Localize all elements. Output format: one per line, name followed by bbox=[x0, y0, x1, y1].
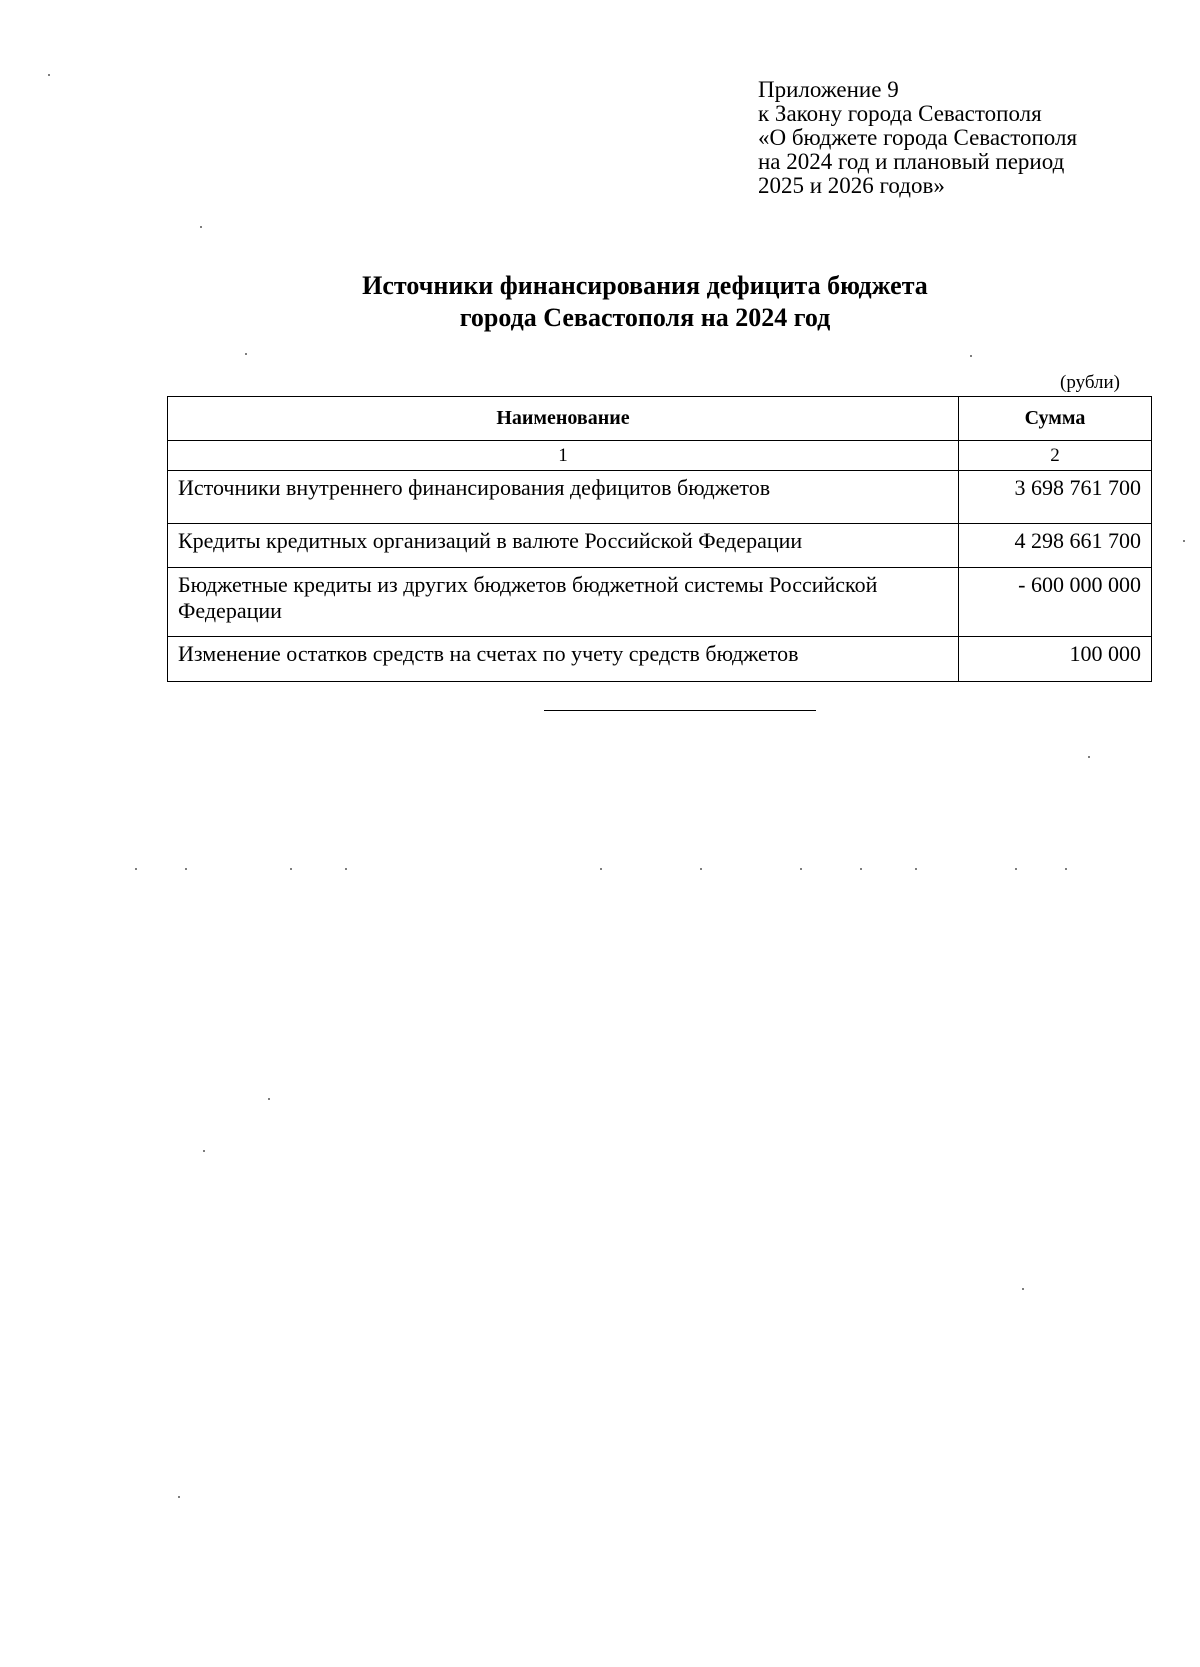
column-header-name: Наименование bbox=[168, 397, 959, 441]
scan-speck bbox=[970, 355, 972, 357]
scan-speck bbox=[600, 868, 602, 870]
scan-speck bbox=[185, 868, 187, 870]
appendix-line: «О бюджете города Севастополя bbox=[758, 125, 1078, 150]
column-header-sum: Сумма bbox=[959, 397, 1152, 441]
financing-sources-table bbox=[167, 396, 1152, 682]
title-line-1: Источники финансирования дефицита бюджета bbox=[362, 271, 928, 300]
row-sum: 4 298 661 700 bbox=[959, 524, 1152, 568]
scan-speck bbox=[345, 868, 347, 870]
row-name: Изменение остатков средств на счетах по учету средств бюджетов bbox=[168, 637, 959, 682]
appendix-line: Приложение 9 bbox=[758, 77, 899, 102]
title-line-2: города Севастополя на 2024 год bbox=[459, 303, 831, 332]
table-row bbox=[168, 637, 1152, 682]
scan-speck bbox=[1022, 1288, 1024, 1290]
scan-speck bbox=[178, 1496, 180, 1498]
scan-speck bbox=[700, 868, 702, 870]
row-name: Бюджетные кредиты из других бюджетов бюджетной системы Российской Федерации bbox=[168, 568, 959, 637]
scan-speck bbox=[1183, 540, 1185, 542]
table-row bbox=[168, 568, 1152, 637]
table-row bbox=[168, 524, 1152, 568]
row-sum: 100 000 bbox=[959, 637, 1152, 682]
document-title bbox=[160, 270, 1130, 334]
scan-speck bbox=[245, 353, 247, 355]
scan-speck bbox=[800, 868, 802, 870]
scan-speck bbox=[203, 1150, 205, 1152]
appendix-header bbox=[758, 78, 1138, 198]
scan-speck bbox=[135, 868, 137, 870]
scan-speck bbox=[48, 74, 50, 76]
units-label: (рубли) bbox=[1060, 372, 1120, 393]
row-sum: - 600 000 000 bbox=[959, 568, 1152, 637]
appendix-line: на 2024 год и плановый период bbox=[758, 149, 1065, 174]
scan-speck bbox=[1015, 868, 1017, 870]
column-numbers-row bbox=[168, 441, 1152, 471]
column-number-name: 1 bbox=[168, 441, 959, 471]
closing-rule bbox=[544, 710, 816, 711]
appendix-line: к Закону города Севастополя bbox=[758, 101, 1042, 126]
scan-speck bbox=[268, 1098, 270, 1100]
scan-speck bbox=[200, 226, 202, 228]
row-name: Кредиты кредитных организаций в валюте Российской Федерации bbox=[168, 524, 959, 568]
scan-speck bbox=[1088, 756, 1090, 758]
scan-speck bbox=[915, 868, 917, 870]
scan-speck bbox=[1065, 868, 1067, 870]
column-number-sum: 2 bbox=[959, 441, 1152, 471]
appendix-line: 2025 и 2026 годов» bbox=[758, 173, 945, 198]
row-name: Источники внутреннего финансирования дефицитов бюджетов bbox=[168, 471, 959, 524]
row-sum: 3 698 761 700 bbox=[959, 471, 1152, 524]
table-header-row bbox=[168, 397, 1152, 441]
table-row bbox=[168, 471, 1152, 524]
scan-speck bbox=[290, 868, 292, 870]
scan-speck bbox=[860, 868, 862, 870]
